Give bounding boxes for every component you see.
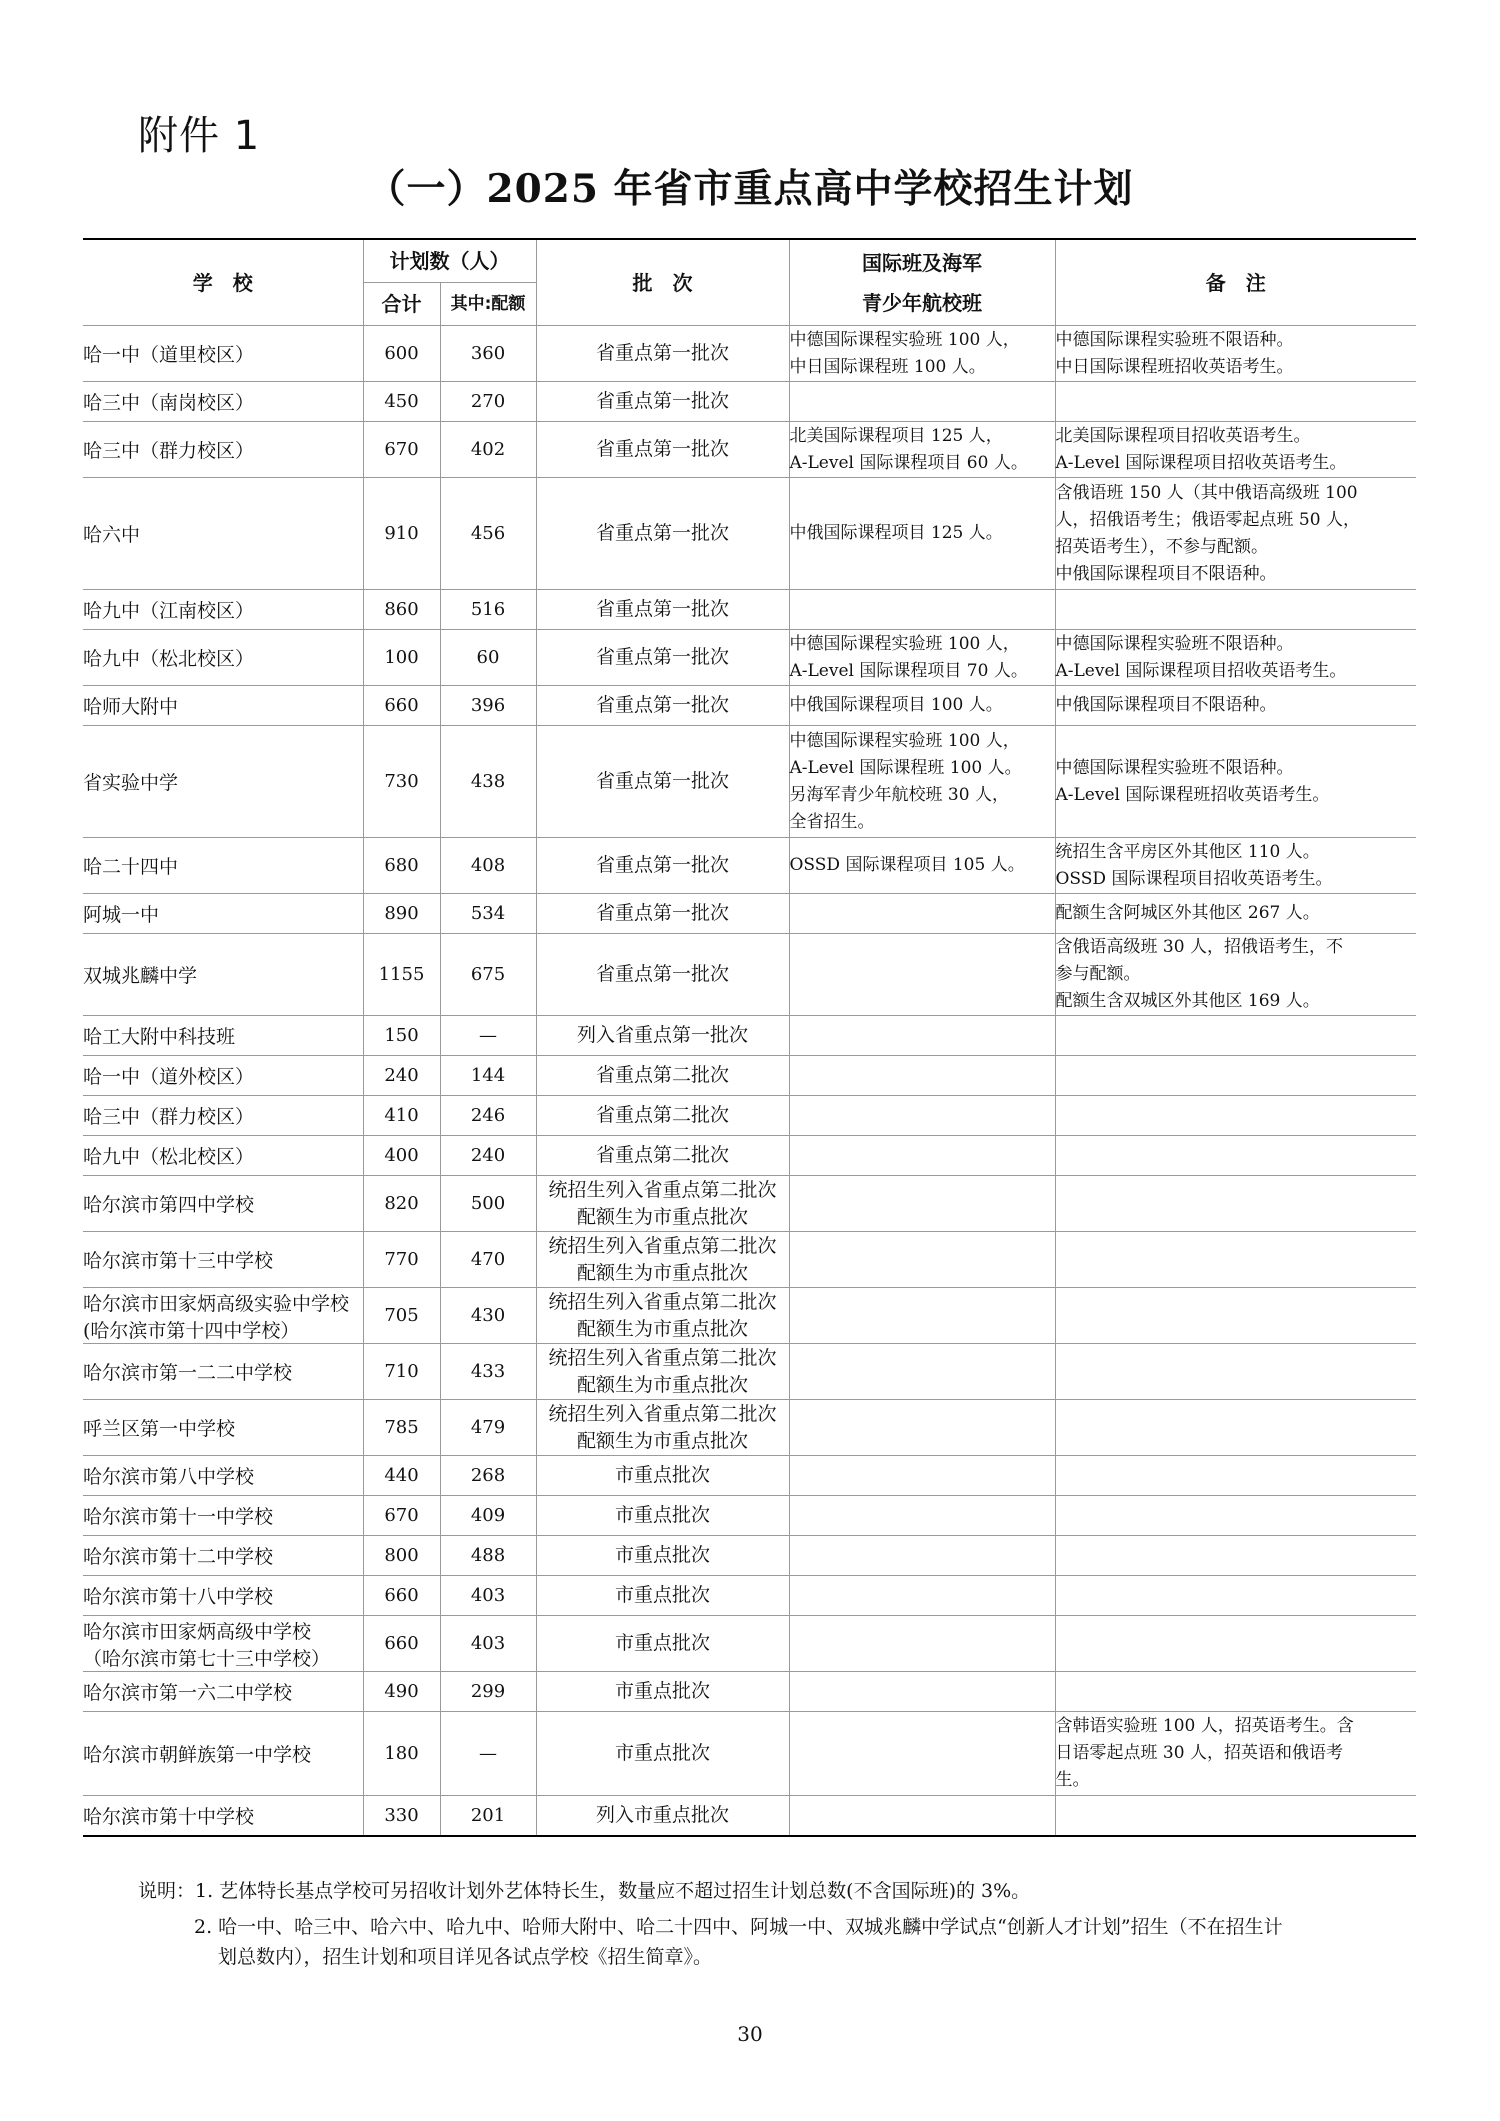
table-row [83,934,1416,1016]
total-cell: 680 [363,838,440,894]
table-row [83,1344,1416,1400]
header-quota: 其中:配额 [440,283,536,326]
intl-cell [789,1096,1055,1136]
total-cell: 240 [363,1056,440,1096]
note-cell [1055,590,1416,630]
note-cell [1055,1096,1416,1136]
school-cell: 哈尔滨市第一六二中学校 [83,1672,363,1712]
batch-cell: 省重点第一批次 [536,726,789,838]
quota-cell: 201 [440,1796,536,1836]
school-cell: 哈尔滨市田家炳高级中学校 （哈尔滨市第七十三中学校） [83,1616,363,1672]
note-cell [1055,1616,1416,1672]
quota-cell: 299 [440,1672,536,1712]
batch-cell: 市重点批次 [536,1712,789,1796]
note-cell [1055,1016,1416,1056]
note-cell [1055,1288,1416,1344]
school-cell: 哈尔滨市朝鲜族第一中学校 [83,1712,363,1796]
school-cell: 哈三中（南岗校区） [83,382,363,422]
note-cell [1055,1136,1416,1176]
total-cell: 180 [363,1712,440,1796]
note-cell: 配额生含阿城区外其他区 267 人。 [1055,894,1416,934]
intl-cell [789,1288,1055,1344]
school-cell: 哈一中（道外校区） [83,1056,363,1096]
school-cell: 哈六中 [83,478,363,590]
school-cell: 哈一中（道里校区） [83,326,363,382]
batch-cell: 省重点第一批次 [536,934,789,1016]
total-cell: 450 [363,382,440,422]
table-row [83,1496,1416,1536]
note-cell: 中俄国际课程项目不限语种。 [1055,686,1416,726]
table-row [83,1400,1416,1456]
intl-cell [789,1712,1055,1796]
school-cell: 哈尔滨市第四中学校 [83,1176,363,1232]
school-cell: 哈尔滨市第十八中学校 [83,1576,363,1616]
total-cell: 150 [363,1016,440,1056]
table-row [83,1056,1416,1096]
school-cell: 哈尔滨市第十中学校 [83,1796,363,1836]
quota-cell: 470 [440,1232,536,1288]
table-row [83,1232,1416,1288]
table-row [83,1616,1416,1672]
table-row [83,478,1416,590]
batch-cell: 省重点第一批次 [536,838,789,894]
quota-cell: 433 [440,1344,536,1400]
quota-cell: 456 [440,478,536,590]
note-cell: 含俄语班 150 人（其中俄语高级班 100 人，招俄语考生；俄语零起点班 50 人， 招英语考生），不参与配额。 中俄国际课程项目不限语种。 [1055,478,1416,590]
note-cell: 中德国际课程实验班不限语种。 A-Level 国际课程项目招收英语考生。 [1055,630,1416,686]
batch-cell: 省重点第二批次 [536,1096,789,1136]
school-cell: 哈尔滨市第一二二中学校 [83,1344,363,1400]
quota-cell: 438 [440,726,536,838]
batch-cell: 省重点第一批次 [536,590,789,630]
batch-cell: 省重点第一批次 [536,422,789,478]
quota-cell: 240 [440,1136,536,1176]
note-cell: 中德国际课程实验班不限语种。 A-Level 国际课程班招收英语考生。 [1055,726,1416,838]
quota-cell: 396 [440,686,536,726]
intl-cell: 中德国际课程实验班 100 人， 中日国际课程班 100 人。 [789,326,1055,382]
document-title: （一）2025 年省市重点高中学校招生计划 [366,166,1134,212]
total-cell: 670 [363,422,440,478]
attachment-label: 附件 1 [138,113,261,159]
table-row [83,326,1416,382]
quota-cell: 488 [440,1536,536,1576]
enrollment-plan-table [83,238,1416,1837]
quota-cell: 360 [440,326,536,382]
intl-cell [789,382,1055,422]
table-row [83,1712,1416,1796]
school-cell: 省实验中学 [83,726,363,838]
batch-cell: 统招生列入省重点第二批次 配额生为市重点批次 [536,1400,789,1456]
intl-cell: 中德国际课程实验班 100 人， A-Level 国际课程班 100 人。 另海军青少年航校班 30 人， 全省招生。 [789,726,1055,838]
table-row [83,630,1416,686]
total-cell: 730 [363,726,440,838]
school-cell: 哈九中（江南校区） [83,590,363,630]
total-cell: 910 [363,478,440,590]
total-cell: 770 [363,1232,440,1288]
quota-cell: 516 [440,590,536,630]
intl-cell [789,1400,1055,1456]
note-cell [1055,1672,1416,1712]
note-cell [1055,1344,1416,1400]
intl-cell: 中俄国际课程项目 100 人。 [789,686,1055,726]
total-cell: 440 [363,1456,440,1496]
quota-cell: 675 [440,934,536,1016]
table-row [83,422,1416,478]
note-cell: 含韩语实验班 100 人，招英语考生。含 日语零起点班 30 人，招英语和俄语考 生。 [1055,1712,1416,1796]
table-row [83,590,1416,630]
school-cell: 阿城一中 [83,894,363,934]
total-cell: 890 [363,894,440,934]
school-cell: 呼兰区第一中学校 [83,1400,363,1456]
intl-cell [789,1016,1055,1056]
batch-cell: 市重点批次 [536,1672,789,1712]
batch-cell: 省重点第一批次 [536,478,789,590]
total-cell: 710 [363,1344,440,1400]
table-row [83,1576,1416,1616]
batch-cell: 市重点批次 [536,1496,789,1536]
school-cell: 哈尔滨市第十三中学校 [83,1232,363,1288]
school-cell: 哈师大附中 [83,686,363,726]
header-intl-line2: 青少年航校班 [862,290,982,315]
note-cell: 北美国际课程项目招收英语考生。 A-Level 国际课程项目招收英语考生。 [1055,422,1416,478]
batch-cell: 市重点批次 [536,1536,789,1576]
quota-cell: 403 [440,1576,536,1616]
table-row [83,1016,1416,1056]
note-2-line-2: 划总数内），招生计划和项目详见各试点学校《招生简章》。 [218,1946,713,1968]
school-cell: 哈九中（松北校区） [83,630,363,686]
total-cell: 785 [363,1400,440,1456]
batch-cell: 统招生列入省重点第二批次 配额生为市重点批次 [536,1288,789,1344]
batch-cell: 列入省重点第一批次 [536,1016,789,1056]
quota-cell: 270 [440,382,536,422]
note-cell [1055,1496,1416,1536]
note-cell [1055,1576,1416,1616]
intl-cell: OSSD 国际课程项目 105 人。 [789,838,1055,894]
note-cell [1055,1456,1416,1496]
intl-cell [789,1056,1055,1096]
header-intl [789,239,1055,326]
table-row [83,1796,1416,1836]
intl-cell [789,1616,1055,1672]
table-row [83,1672,1416,1712]
batch-cell: 市重点批次 [536,1456,789,1496]
table-row [83,382,1416,422]
table-row [83,1456,1416,1496]
note-2 [138,1912,1378,1972]
batch-cell: 统招生列入省重点第二批次 配额生为市重点批次 [536,1344,789,1400]
quota-cell: 246 [440,1096,536,1136]
note-cell [1055,1232,1416,1288]
intl-cell [789,934,1055,1016]
school-cell: 哈工大附中科技班 [83,1016,363,1056]
intl-cell: 中德国际课程实验班 100 人， A-Level 国际课程项目 70 人。 [789,630,1055,686]
quota-cell: 479 [440,1400,536,1456]
intl-cell [789,1344,1055,1400]
school-cell: 哈二十四中 [83,838,363,894]
table-row [83,1536,1416,1576]
total-cell: 660 [363,1576,440,1616]
batch-cell: 列入市重点批次 [536,1796,789,1836]
batch-cell: 省重点第二批次 [536,1056,789,1096]
note-2-line-1: 2. 哈一中、哈三中、哈六中、哈九中、哈师大附中、哈二十四中、阿城一中、双城兆麟中学试点“创新人才计划”招生（不在招生计 [194,1916,1283,1938]
table-row [83,1136,1416,1176]
table-row [83,1096,1416,1136]
batch-cell: 省重点第一批次 [536,894,789,934]
batch-cell: 省重点第一批次 [536,382,789,422]
quota-cell: 403 [440,1616,536,1672]
batch-cell: 市重点批次 [536,1576,789,1616]
note-cell [1055,1400,1416,1456]
intl-cell [789,1496,1055,1536]
intl-cell [789,1232,1055,1288]
intl-cell [789,1136,1055,1176]
total-cell: 330 [363,1796,440,1836]
table-row [83,838,1416,894]
table-row [83,726,1416,838]
page-number: 30 [737,2022,763,2046]
header-plan: 计划数（人） [363,239,536,283]
quota-cell: 408 [440,838,536,894]
total-cell: 800 [363,1536,440,1576]
note-cell [1055,1056,1416,1096]
batch-cell: 省重点第二批次 [536,1136,789,1176]
note-cell [1055,382,1416,422]
table-row [83,894,1416,934]
quota-cell: 268 [440,1456,536,1496]
intl-cell [789,894,1055,934]
intl-cell [789,1796,1055,1836]
school-cell: 哈尔滨市第十二中学校 [83,1536,363,1576]
quota-cell: — [440,1016,536,1056]
school-cell: 哈九中（松北校区） [83,1136,363,1176]
school-cell: 哈三中（群力校区） [83,1096,363,1136]
batch-cell: 统招生列入省重点第二批次 配额生为市重点批次 [536,1232,789,1288]
note-cell [1055,1536,1416,1576]
school-cell: 哈三中（群力校区） [83,422,363,478]
intl-cell [789,1576,1055,1616]
total-cell: 100 [363,630,440,686]
quota-cell: 144 [440,1056,536,1096]
batch-cell: 省重点第一批次 [536,686,789,726]
notes-section [138,1876,1378,1972]
intl-cell [789,1672,1055,1712]
total-cell: 400 [363,1136,440,1176]
header-intl-line1: 国际班及海军 [862,250,982,275]
quota-cell: 430 [440,1288,536,1344]
batch-cell: 统招生列入省重点第二批次 配额生为市重点批次 [536,1176,789,1232]
intl-cell: 北美国际课程项目 125 人， A-Level 国际课程项目 60 人。 [789,422,1055,478]
header-total: 合计 [363,283,440,326]
table-row [83,1176,1416,1232]
quota-cell: 409 [440,1496,536,1536]
school-cell: 哈尔滨市田家炳高级实验中学校 (哈尔滨市第十四中学校） [83,1288,363,1344]
batch-cell: 市重点批次 [536,1616,789,1672]
header-school: 学 校 [83,239,363,326]
intl-cell [789,590,1055,630]
note-cell [1055,1796,1416,1836]
total-cell: 660 [363,686,440,726]
total-cell: 410 [363,1096,440,1136]
note-cell [1055,1176,1416,1232]
note-1: 说明：1. 艺体特长基点学校可另招收计划外艺体特长生，数量应不超过招生计划总数(不含国际班)的 3%。 [138,1880,1031,1902]
quota-cell: 500 [440,1176,536,1232]
total-cell: 490 [363,1672,440,1712]
table-row [83,686,1416,726]
quota-cell: 402 [440,422,536,478]
intl-cell [789,1536,1055,1576]
total-cell: 820 [363,1176,440,1232]
intl-cell: 中俄国际课程项目 125 人。 [789,478,1055,590]
total-cell: 600 [363,326,440,382]
total-cell: 670 [363,1496,440,1536]
school-cell: 双城兆麟中学 [83,934,363,1016]
intl-cell [789,1456,1055,1496]
header-batch: 批 次 [536,239,789,326]
batch-cell: 省重点第一批次 [536,630,789,686]
total-cell: 660 [363,1616,440,1672]
note-cell: 中德国际课程实验班不限语种。 中日国际课程班招收英语考生。 [1055,326,1416,382]
note-cell: 统招生含平房区外其他区 110 人。 OSSD 国际课程项目招收英语考生。 [1055,838,1416,894]
quota-cell: 534 [440,894,536,934]
school-cell: 哈尔滨市第十一中学校 [83,1496,363,1536]
school-cell: 哈尔滨市第八中学校 [83,1456,363,1496]
header-note: 备 注 [1055,239,1416,326]
table-row [83,1288,1416,1344]
total-cell: 1155 [363,934,440,1016]
intl-cell [789,1176,1055,1232]
total-cell: 705 [363,1288,440,1344]
note-cell: 含俄语高级班 30 人，招俄语考生，不 参与配额。 配额生含双城区外其他区 169 人。 [1055,934,1416,1016]
total-cell: 860 [363,590,440,630]
quota-cell: 60 [440,630,536,686]
quota-cell: — [440,1712,536,1796]
batch-cell: 省重点第一批次 [536,326,789,382]
